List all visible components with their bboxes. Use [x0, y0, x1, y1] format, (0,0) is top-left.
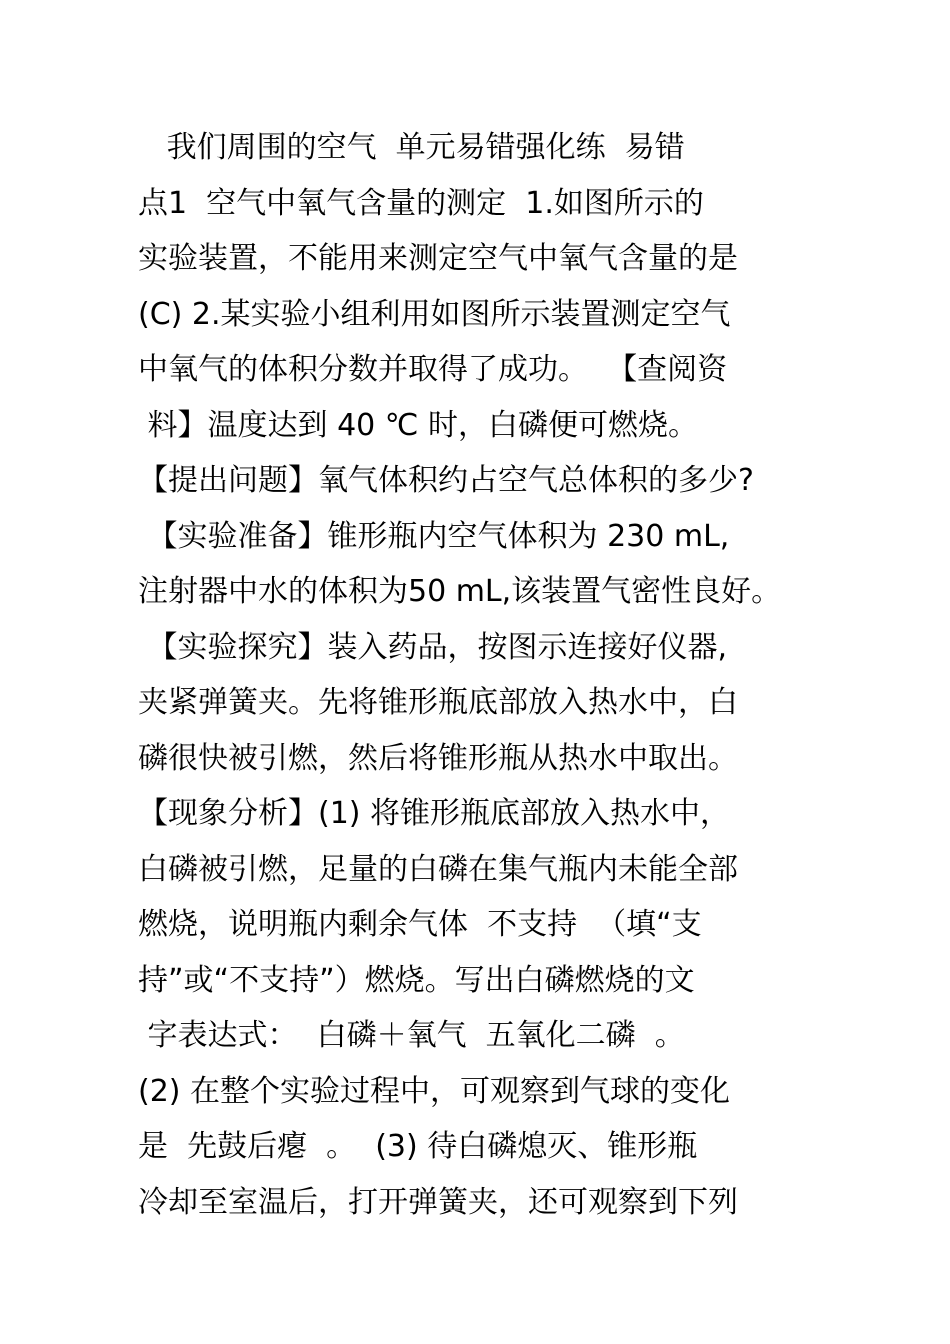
- text-line-9: 注射器中水的体积为50 mL,该装置气密性良好。: [138, 574, 782, 609]
- text-line-19: 是 先鼓后瘪 。 (3) 待白磷熄灭、锥形瓶: [138, 1129, 698, 1164]
- text-line-5: 中氧气的体积分数并取得了成功。 【查阅资: [138, 352, 728, 387]
- text-line-14: 白磷被引燃，足量的白磷在集气瓶内未能全部: [138, 851, 738, 887]
- text-line-12: 磷很快被引燃，然后将锥形瓶从热水中取出。: [138, 740, 738, 776]
- text-line-2: 点1 空气中氧气含量的测定 1.如图所示的: [138, 185, 704, 221]
- text-line-3: 实验装置，不能用来测定空气中氧气含量的是: [138, 241, 738, 276]
- text-line-6: 料】温度达到 40 ℃ 时，白磷便可燃烧。: [138, 407, 699, 443]
- text-line-18: (2) 在整个实验过程中，可观察到气球的变化: [138, 1073, 731, 1109]
- text-line-7: 【提出问题】氧气体积约占空气总体积的多少?: [138, 463, 754, 498]
- text-line-13: 【现象分析】(1) 将锥形瓶底部放入热水中，: [138, 796, 731, 831]
- document-text: [138, 120, 828, 1230]
- text-line-4: (C) 2.某实验小组利用如图所示装置测定空气: [138, 296, 731, 332]
- text-line-15: 燃烧，说明瓶内剩余气体 不支持 （填“支: [138, 907, 702, 942]
- text-line-17: 字表达式： 白磷＋氧气 五氧化二磷 。: [138, 1018, 685, 1053]
- text-line-1: 我们周围的空气 单元易错强化练 易错: [138, 130, 685, 165]
- text-line-16: 持”或“不支持”）燃烧。写出白磷燃烧的文: [138, 962, 695, 998]
- text-line-10: 【实验探究】装入药品，按图示连接好仪器,: [138, 629, 728, 665]
- text-line-20: 冷却至室温后，打开弹簧夹，还可观察到下列: [138, 1184, 738, 1220]
- text-line-11: 夹紧弹簧夹。先将锥形瓶底部放入热水中，白: [138, 685, 738, 720]
- text-line-8: 【实验准备】锥形瓶内空气体积为 230 mL,: [138, 518, 730, 554]
